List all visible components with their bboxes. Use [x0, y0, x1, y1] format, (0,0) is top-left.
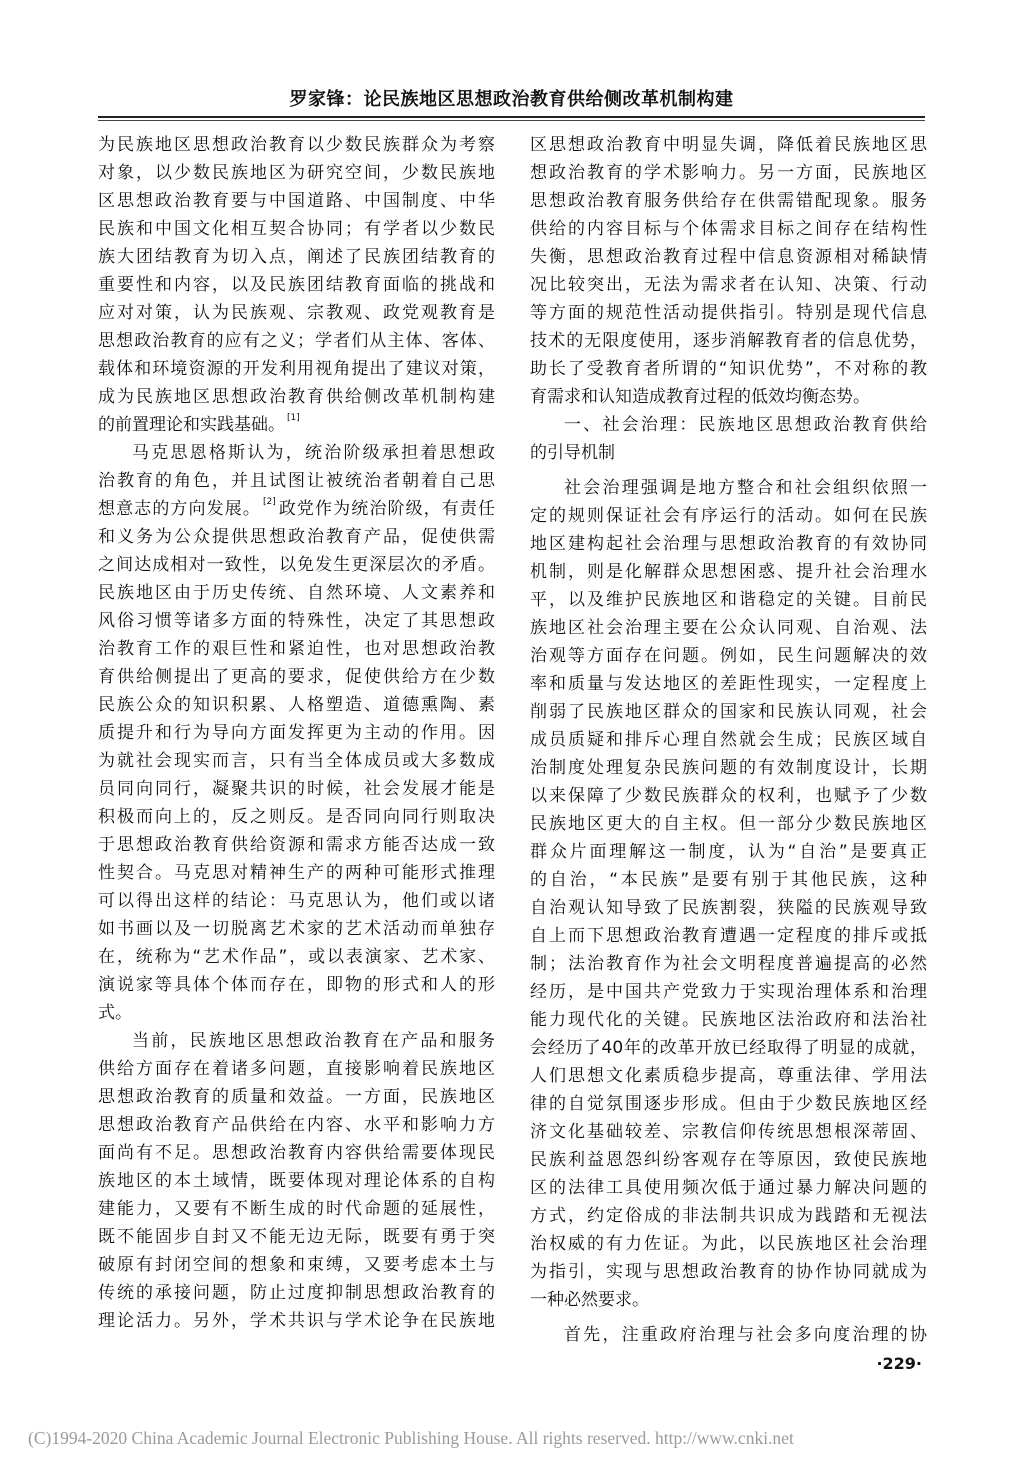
text-line: 积极而向上的，反之则反。是否同向同行则取决 [98, 807, 495, 827]
text-line: 率和质量与发达地区的差距性现实，一定程度上 [530, 674, 927, 694]
text-line: 为就社会现实而言，只有当全体成员或大多数成 [98, 751, 495, 771]
text-line: 和义务为公众提供思想政治教育产品，促使供需 [98, 527, 495, 547]
text-line: 定的规则保证社会有序运行的活动。如何在民族 [530, 506, 927, 526]
text-line: 济文化基础较差、宗教信仰传统思想根深蒂固、 [530, 1122, 927, 1142]
text-line: 思想政治教育的应有之义；学者们从主体、客体、 [98, 331, 495, 351]
text-line: 思想政治教育的质量和效益。一方面，民族地区 [98, 1087, 495, 1107]
text-line: 平，以及维护民族地区和谐稳定的关键。目前民 [530, 590, 927, 610]
text-line: 式。 [98, 1003, 132, 1023]
text-line: 演说家等具体个体而存在，即物的形式和人的形 [98, 975, 495, 995]
section-heading [530, 411, 927, 467]
text-line: 当前，民族地区思想政治教育在产品和服务 [132, 1031, 495, 1051]
text-line: 民族和中国文化相互契合协同；有学者以少数民 [98, 219, 495, 239]
text-line: 质提升和行为导向方面发挥更为主动的作用。因 [98, 723, 495, 743]
text-line: 技术的无限度使用，逐步消解教育者的信息优势， [530, 331, 927, 351]
text-line: 可以得出这样的结论：马克思认为，他们或以诸 [98, 891, 495, 911]
copyright-footer: (C)1994-2020 China Academic Journal Electronic Publishing House. All rights reserved. http://www.cnki.net [28, 1428, 794, 1448]
text-line: 治权威的有力佐证。为此，以民族地区社会治理 [530, 1234, 927, 1254]
text-line: 机制，则是化解群众思想困惑、提升社会治理水 [530, 562, 927, 582]
text-line: 为指引，实现与思想政治教育的协作协同就成为 [530, 1262, 927, 1282]
text-line: 对象，以少数民族地区为研究空间，少数民族地 [98, 163, 495, 183]
header-rule-thick [98, 116, 925, 118]
text-line: 的引导机制 [530, 443, 615, 463]
text-line: 族大团结教育为切入点，阐述了民族团结教育的 [98, 247, 495, 267]
text-line: 以来保障了少数民族群众的权利，也赋予了少数 [530, 786, 927, 806]
text-line: 社会治理强调是地方整合和社会组织依照一 [564, 478, 927, 498]
text-line: 族地区社会治理主要在公众认同观、自治观、法 [530, 618, 927, 638]
text-line: 育供给侧提出了更高的要求，促使供给方在少数 [98, 667, 495, 687]
text-line: 失衡，思想政治教育过程中信息资源相对稀缺情 [530, 247, 927, 267]
text-line: 治教育的角色，并且试图让被统治者朝着自己思 [98, 471, 495, 491]
paragraph [98, 131, 495, 439]
text-line: 律的自觉氛围逐步形成。但由于少数民族地区经 [530, 1094, 927, 1114]
text-line: 自上而下思想政治教育遭遇一定程度的排斥或抵 [530, 926, 927, 946]
right-column [530, 131, 927, 1349]
text-line: 为民族地区思想政治教育以少数民族群众为考察 [98, 135, 495, 155]
citation-link[interactable]: [2] [262, 497, 276, 507]
text-line: 建能力，又要有不断生成的时代命题的延展性， [98, 1199, 495, 1219]
text-line: 破原有封闭空间的想象和束缚，又要考虑本土与 [98, 1255, 495, 1275]
text-line: 人们思想文化素质稳步提高，尊重法律、学用法 [530, 1066, 927, 1086]
text-line: 民族地区由于历史传统、自然环境、人文素养和 [98, 583, 495, 603]
paragraph [98, 439, 495, 1027]
text-line: 一种必然要求。 [530, 1290, 649, 1310]
text-line: 在，统称为“艺术作品”，或以表演家、艺术家、 [98, 947, 495, 967]
citation-link[interactable]: [1] [287, 413, 300, 423]
text-line: 一、社会治理：民族地区思想政治教育供给 [564, 415, 927, 435]
header-rule-thin [98, 120, 925, 121]
text-line: 区的法律工具使用频次低于通过暴力解决问题的 [530, 1178, 927, 1198]
text-line: 首先，注重政府治理与社会多向度治理的协 [564, 1325, 927, 1345]
text-line: 成员质疑和排斥心理自然就会生成；民族区域自 [530, 730, 927, 750]
text-line [98, 411, 495, 439]
paragraph [530, 474, 927, 1314]
text-line: 于思想政治教育供给资源和需求方能否达成一致 [98, 835, 495, 855]
text-line: 载体和环境资源的开发利用视角提出了建议对策， [98, 359, 495, 379]
text-line: 供给方面存在着诸多问题，直接影响着民族地区 [98, 1059, 495, 1079]
paragraph [98, 1027, 495, 1335]
text-line: 自治观认知导致了民族割裂，狭隘的民族观导致 [530, 898, 927, 918]
text-line: 想政治教育的学术影响力。另一方面，民族地区 [530, 163, 927, 183]
text-line: 供给的内容目标与个体需求目标之间存在结构性 [530, 219, 927, 239]
text-line: 的自治，“本民族”是要有别于其他民族，这种 [530, 870, 927, 890]
running-header-title: 罗家锋：论民族地区思想政治教育供给侧改革机制构建 [289, 89, 734, 110]
text-line: 治观等方面存在问题。例如，民生问题解决的效 [530, 646, 927, 666]
line-text: 政党作为统治阶级，有责任 [277, 499, 496, 519]
text-line: 成为民族地区思想政治教育供给侧改革机制构建 [98, 387, 495, 407]
text-line: 群众片面理解这一制度，认为“自治”是要真正 [530, 842, 927, 862]
text-line: 况比较突出，无法为需求者在认知、决策、行动 [530, 275, 927, 295]
text-line: 性契合。马克思对精神生产的两种可能形式推理 [98, 863, 495, 883]
line-text: 的前置理论和实践基础。 [98, 415, 285, 435]
text-line: 马克思恩格斯认为，统治阶级承担着思想政 [132, 443, 495, 463]
text-line: 治教育工作的艰巨性和紧迫性，也对思想政治教 [98, 639, 495, 659]
text-line: 助长了受教育者所谓的“知识优势”，不对称的教 [530, 359, 927, 379]
text-line: 区思想政治教育中明显失调，降低着民族地区思 [530, 135, 927, 155]
line-text: 想意志的方向发展。 [98, 499, 261, 519]
paragraph [530, 131, 927, 411]
text-line: 治制度处理复杂民族问题的有效制度设计，长期 [530, 758, 927, 778]
text-line: 民族公众的知识积累、人格塑造、道德熏陶、素 [98, 695, 495, 715]
text-line: 理论活力。另外，学术共识与学术论争在民族地 [98, 1311, 495, 1331]
text-line: 重要性和内容，以及民族团结教育面临的挑战和 [98, 275, 495, 295]
text-line: 区思想政治教育要与中国道路、中国制度、中华 [98, 191, 495, 211]
left-column [98, 131, 495, 1335]
text-line: 面尚有不足。思想政治教育内容供给需要体现民 [98, 1143, 495, 1163]
text-line: 思想政治教育服务供给存在供需错配现象。服务 [530, 191, 927, 211]
text-line: 育需求和认知造成教育过程的低效均衡态势。 [530, 387, 870, 407]
page-number: ·229· [876, 1354, 922, 1373]
paragraph [530, 1321, 927, 1349]
text-line: 地区建构起社会治理与思想政治教育的有效协同 [530, 534, 927, 554]
text-line: 应对对策，认为民族观、宗教观、政党观教育是 [98, 303, 495, 323]
text-line: 会经历了40年的改革开放已经取得了明显的成就， [530, 1038, 927, 1058]
text-line: 民族地区更大的自主权。但一部分少数民族地区 [530, 814, 927, 834]
text-line: 之间达成相对一致性，以免发生更深层次的矛盾。 [98, 555, 495, 575]
text-line: 思想政治教育产品供给在内容、水平和影响力方 [98, 1115, 495, 1135]
text-line: 制；法治教育作为社会文明程度普遍提高的必然 [530, 954, 927, 974]
text-line: 削弱了民族地区群众的国家和民族认同观，社会 [530, 702, 927, 722]
text-line: 能力现代化的关键。民族地区法治政府和法治社 [530, 1010, 927, 1030]
text-line: 风俗习惯等诸多方面的特殊性，决定了其思想政 [98, 611, 495, 631]
text-line: 民族利益恩怨纠纷客观存在等原因，致使民族地 [530, 1150, 927, 1170]
text-line: 传统的承接问题，防止过度抑制思想政治教育的 [98, 1283, 495, 1303]
text-line: 族地区的本土域情，既要体现对理论体系的自构 [98, 1171, 495, 1191]
text-line: 经历，是中国共产党致力于实现治理体系和治理 [530, 982, 927, 1002]
text-line [98, 495, 495, 523]
text-line: 如书画以及一切脱离艺术家的艺术活动而单独存 [98, 919, 495, 939]
text-line: 既不能固步自封又不能无边无际，既要有勇于突 [98, 1227, 495, 1247]
text-line: 等方面的规范性活动提供指引。特别是现代信息 [530, 303, 927, 323]
text-line: 方式，约定俗成的非法制共识成为践踏和无视法 [530, 1206, 927, 1226]
text-line: 员同向同行，凝聚共识的时候，社会发展才能是 [98, 779, 495, 799]
